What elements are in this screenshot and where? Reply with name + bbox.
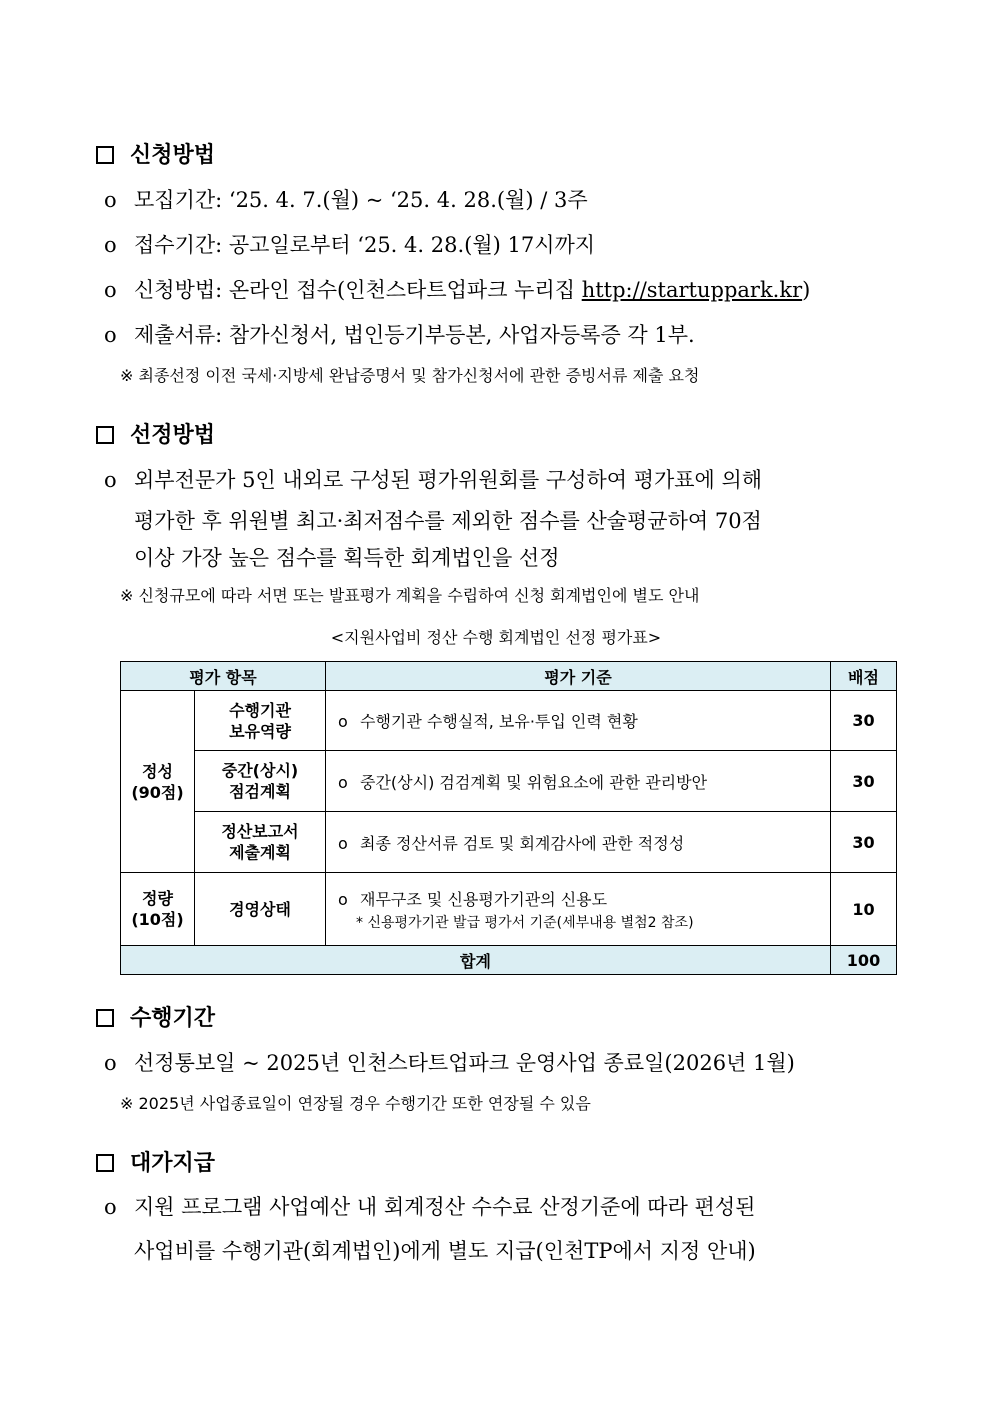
bullet-text-end: ) (802, 278, 811, 302)
note-extension: ※ 2025년 사업종료일이 연장될 경우 수행기간 또한 연장될 수 있음 (120, 1094, 591, 1113)
table-row (121, 751, 897, 812)
bullet-mark: o (338, 833, 348, 853)
criteria-cell (326, 691, 831, 751)
category-points: (90점) (131, 782, 184, 802)
score-cell: 30 (831, 812, 897, 873)
section-title: 수행기간 (130, 1005, 216, 1031)
score-cell: 10 (831, 873, 897, 946)
category-qualitative (121, 691, 195, 873)
bullet-application-method (104, 275, 904, 305)
section-title: 대가지급 (130, 1150, 216, 1176)
criteria-cell (326, 751, 831, 812)
table-caption: <지원사업비 정산 수행 회계법인 선정 평가표> (330, 628, 662, 647)
bullet-selection-line2: 평가한 후 위원별 최고·최저점수를 제외한 점수를 산술평균하여 70점 (134, 509, 762, 533)
criteria-text: 재무구조 및 신용평가기관의 신용도 (360, 889, 608, 909)
note-tax-certificate: ※ 최종선정 이전 국세·지방세 완납증명서 및 참가신청서에 관한 증빙서류 제출 요청 (120, 366, 700, 385)
checkbox-square-icon (96, 1154, 114, 1172)
note-evaluation-plan: ※ 신청규모에 따라 서면 또는 발표평가 계획을 수립하여 신청 회계법인에 별도 안내 (120, 586, 700, 605)
criteria-text: 중간(상시) 검검계획 및 위험요소에 관한 관리방안 (360, 772, 708, 792)
bullet-mark: o (104, 468, 117, 492)
subitem-label: 점검계획 (229, 782, 291, 801)
bullet-text: 신청방법: 온라인 접수(인천스타트업파크 누리집 (134, 278, 582, 302)
evaluation-table (120, 661, 897, 975)
website-link[interactable]: http://startuppark.kr (581, 278, 803, 302)
table-row (121, 691, 897, 751)
subitem-capability (195, 691, 326, 751)
subitem-inspection-plan (195, 751, 326, 812)
section-title: 선정방법 (130, 422, 216, 448)
category-quantitative (121, 873, 195, 946)
criteria-text: 최종 정산서류 검토 및 회계감사에 관한 적정성 (360, 833, 685, 853)
bullet-text: 외부전문가 5인 내외로 구성된 평가위원회를 구성하여 평가표에 의해 (134, 468, 763, 492)
bullet-mark: o (338, 712, 348, 731)
table-row (121, 873, 897, 946)
section-title: 신청방법 (130, 142, 216, 168)
bullet-documents (104, 320, 904, 350)
bullet-mark: o (104, 233, 117, 257)
bullet-text: 선정통보일 ~ 2025년 인천스타트업파크 운영사업 종료일(2026년 1월) (134, 1051, 795, 1075)
score-cell: 30 (831, 691, 897, 751)
bullet-mark: o (104, 278, 117, 302)
section-heading-payment (96, 1148, 215, 1178)
criteria-text: 수행기관 수행실적, 보유·투입 인력 현황 (360, 712, 638, 731)
checkbox-square-icon (96, 426, 114, 444)
subitem-label: 수행기관 (229, 700, 291, 720)
section-heading-performance-period (96, 1003, 215, 1033)
total-label: 합계 (121, 946, 831, 975)
criteria-cell (326, 812, 831, 873)
bullet-submission-period (104, 230, 904, 260)
header-item: 평가 항목 (121, 662, 326, 691)
bullet-text: 지원 프로그램 사업예산 내 회계정산 수수료 산정기준에 따라 편성된 (134, 1195, 756, 1219)
bullet-text: 접수기간: 공고일로부터 ‘25. 4. 28.(월) 17시까지 (134, 233, 596, 257)
score-cell: 30 (831, 751, 897, 812)
section-heading-application-method (96, 140, 215, 170)
bullet-mark: o (338, 889, 348, 909)
subitem-label: 보유역량 (229, 721, 291, 741)
category-label: 정성 (142, 761, 173, 781)
bullet-selection-line1 (104, 465, 904, 495)
subitem-management: 경영상태 (195, 873, 326, 946)
bullet-mark: o (104, 188, 117, 212)
subitem-label: 정산보고서 (221, 822, 299, 841)
bullet-text: 모집기간: ‘25. 4. 7.(월) ~ ‘25. 4. 28.(월) / 3주 (134, 188, 588, 212)
bullet-payment-line1 (104, 1192, 904, 1222)
table-total-row (121, 946, 897, 975)
checkbox-square-icon (96, 1009, 114, 1027)
bullet-performance-period (104, 1048, 904, 1078)
subitem-label: 중간(상시) (221, 761, 299, 780)
checkbox-square-icon (96, 146, 114, 164)
category-points: (10점) (131, 910, 184, 929)
bullet-mark: o (104, 1195, 117, 1219)
bullet-recruitment-period (104, 185, 904, 215)
subitem-report-plan (195, 812, 326, 873)
section-heading-selection-method (96, 420, 215, 450)
subitem-label: 제출계획 (229, 843, 291, 862)
total-score: 100 (831, 946, 897, 975)
criteria-note: * 신용평가기관 발급 평가서 기준(세부내용 별첨2 참조) (356, 914, 694, 931)
bullet-mark: o (338, 772, 348, 792)
bullet-text: 제출서류: 참가신청서, 법인등기부등본, 사업자등록증 각 1부. (134, 323, 695, 347)
bullet-payment-line2: 사업비를 수행기관(회계법인)에게 별도 지급(인천TP에서 지정 안내) (134, 1239, 756, 1263)
category-label: 정량 (142, 889, 173, 908)
bullet-selection-line3: 이상 가장 높은 점수를 획득한 회계법인을 선정 (134, 546, 560, 570)
bullet-mark: o (104, 1051, 117, 1075)
table-header-row (121, 662, 897, 691)
bullet-mark: o (104, 323, 117, 347)
header-criteria: 평가 기준 (326, 662, 831, 691)
criteria-cell (326, 873, 831, 946)
header-score: 배점 (831, 662, 897, 691)
table-row (121, 812, 897, 873)
